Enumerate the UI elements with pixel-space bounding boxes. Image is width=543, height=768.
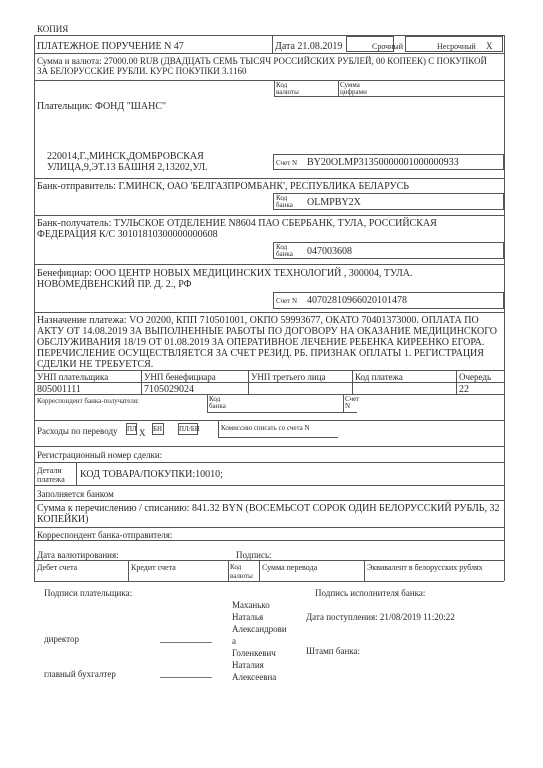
transfer-fees-label: Расходы по переводу	[37, 426, 118, 436]
commission-label: Комиссию списать со счета N	[221, 424, 310, 432]
queue-value: 22	[459, 384, 469, 395]
bank-executor-signature: Подпись исполнителя банка:	[315, 588, 426, 598]
director-name-1: Маханько	[232, 600, 270, 610]
amount-currency: Сумма и валюта: 27000.00 RUB (ДВАДЦАТЬ СЕМЬ ТЫСЯЧ РОССИЙСКИХ РУБЛЕЙ, 00 КОПЕЕК) С ПОКУПКОЙ ЗА БЕЛОРУССКИЕ РУБЛИ. КУРС ПОКУПКИ 3.1160	[37, 56, 488, 76]
unp-payer-label: УНП плательщика	[37, 372, 109, 382]
transfer-sum: Сумма к перечислению / списанию: 841.32 BYN (ВОСЕМЬСОТ СОРОК ОДИН БЕЛОРУССКИЙ РУБЛЬ, 32 КОПЕЙКИ)	[37, 503, 500, 525]
urgent-label: Срочный	[372, 42, 404, 51]
fee-bn: БН	[153, 425, 163, 433]
details-value: КОД ТОВАРА/ПОКУПКИ:10010;	[80, 469, 223, 480]
filled-by-bank: Заполняется банком	[37, 489, 114, 499]
debit-label: Дебет счета	[37, 563, 78, 572]
unp-payer: 805001111	[37, 384, 81, 395]
payment-code-label: Код платежа	[355, 372, 403, 382]
queue-label: Очередь	[459, 372, 492, 382]
receipt-date: Дата поступления: 21/08/2019 11:20:22	[306, 612, 455, 622]
director-name-4: а	[232, 636, 236, 646]
unp-beneficiary-label: УНП бенефициара	[144, 372, 216, 382]
bank-sender-code: OLMPBY2X	[307, 197, 361, 208]
non-urgent-mark: X	[486, 41, 493, 51]
document-date: Дата 21.08.2019	[275, 41, 343, 52]
payer: Плательщик: ФОНД "ШАНС"	[37, 101, 167, 112]
payment-purpose: Назначение платежа: VO 20200, КПП 710501001, ОКПО 59993677, ОКАТО 70401373000. ОПЛАТА ПО АКТУ ОТ 14.08.2019 ЗА ВЫПОЛНЕННЫЕ РАБОТЫ ПО ДОГОВОРУ НА ОКАЗАНИЕ МЕДИЦИНСКОГО ОБСЛУЖИВАНИЯ 18/19 ОТ 01.08.2019 ЗА ОПЕРАТИВНОЕ ЛЕЧЕНИЕ РЕБЕНКА КИРЕЕНКО ЕГОРА. ПЕРЕЧИСЛЕНИЕ ОСУЩЕСТВЛЯЕТСЯ ЗА СЧЕТ РЕЗИД. РБ. ПРИЗНАК ОПЛАТЫ 1. РЕГИСТРАЦИЯ СДЕЛКИ НЕ ТРЕБУЕТСЯ.	[37, 315, 497, 370]
corr-sender: Корреспондент банка-отправителя:	[37, 530, 173, 540]
beneficiary-account-label: Счет N	[276, 297, 298, 305]
bank-receiver-code: 047003608	[307, 246, 352, 257]
equivalent-label: Эквивалент в белорусских рублях	[367, 563, 483, 572]
sum-digits-label: Сумма цифрами	[340, 81, 367, 96]
currency-code-label2: Код валюты	[230, 563, 253, 580]
bank-receiver: Банк-получатель: ТУЛЬСКОЕ ОТДЕЛЕНИЕ N8604 ПАО СБЕРБАНК, ТУЛА, РОССИЙСКАЯ ФЕДЕРАЦИЯ К/С 30101810300000000608	[37, 218, 437, 240]
director-label: директор	[44, 634, 79, 644]
payer-account-label: Счет N	[276, 159, 298, 167]
bank-sender-code-label: Код банка	[276, 194, 293, 209]
bank-sender: Банк-отправитель: Г.МИНСК, ОАО 'БЕЛГАЗПРОМБАНК', РЕСПУБЛИКА БЕЛАРУСЬ	[37, 181, 410, 192]
currency-code-label: Код валюты	[276, 81, 299, 96]
payer-account: BY20OLMP31350000001000000933	[307, 157, 459, 168]
credit-label: Кредит счета	[131, 563, 176, 572]
bank-receiver-code-label: Код банка	[276, 243, 293, 258]
chief-accountant-label: главный бухгалтер	[44, 669, 116, 679]
correspondent-account-label: Счет N	[345, 395, 360, 410]
beneficiary: Бенефициар: ООО ЦЕНТР НОВЫХ МЕДИЦИНСКИХ ТЕХНОЛОГИЙ , 300004, ТУЛА. НОВОМЕДВЕНСКИЙ ПР. Д. 2., РФ	[37, 268, 413, 290]
registration-number: Регистрационный номер сделки:	[37, 450, 163, 460]
accountant-name-1: Голенкевич	[232, 648, 276, 658]
signature-label: Подпись:	[236, 550, 272, 560]
bank-stamp: Штамп банка:	[306, 646, 360, 656]
copy-label: КОПИЯ	[37, 24, 69, 34]
non-urgent-label: Несрочный	[437, 42, 476, 51]
value-date: Дата валютирования:	[37, 550, 119, 560]
correspondent-label: Корреспондент банка-получателя:	[37, 397, 139, 405]
unp-beneficiary: 7105029024	[144, 384, 194, 395]
correspondent-bank-code-label: Код банка	[209, 395, 226, 410]
payer-address: 220014,Г.,МИНСК,ДОМБРОВСКАЯ УЛИЦА,9,ЭТ.13 БАШНЯ 2,13202,УЛ.	[47, 151, 208, 173]
payer-signatures: Подписи плательщика:	[44, 588, 133, 598]
fee-pl-mark: X	[139, 428, 146, 438]
accountant-name-2: Наталия	[232, 660, 264, 670]
beneficiary-account: 40702810966020101478	[307, 295, 407, 306]
transfer-amount-label: Сумма перевода	[262, 563, 318, 572]
fee-plbn: ПЛ/БН	[179, 425, 200, 433]
document-title: ПЛАТЕЖНОЕ ПОРУЧЕНИЕ N 47	[37, 41, 184, 52]
accountant-name-3: Алексеевна	[232, 672, 277, 682]
unp-third-label: УНП третьего лица	[251, 372, 326, 382]
details-label: Детали платежа	[37, 466, 65, 484]
director-name-2: Наталья	[232, 612, 264, 622]
fee-pl: ПЛ	[127, 425, 137, 433]
director-name-3: Александрови	[232, 624, 287, 634]
